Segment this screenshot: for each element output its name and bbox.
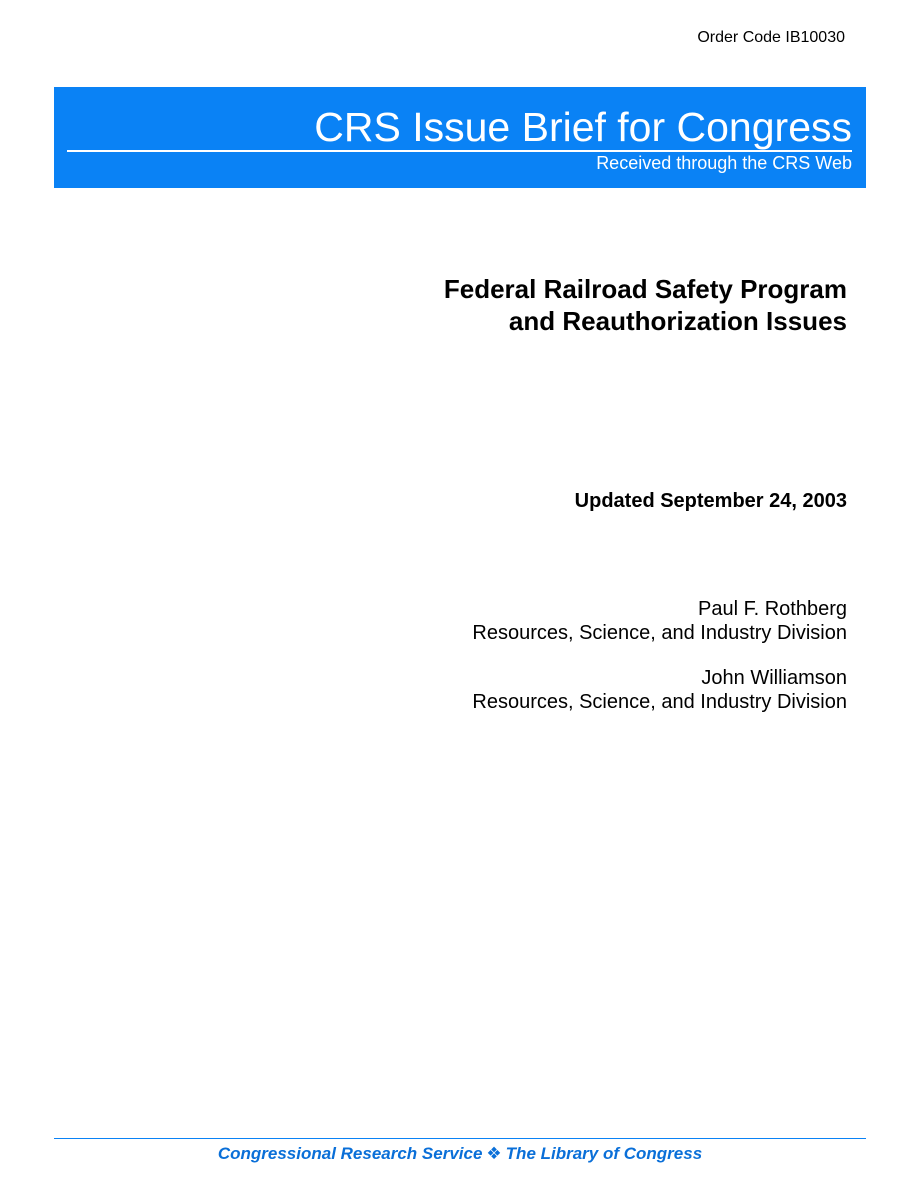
author-division: Resources, Science, and Industry Division (472, 622, 847, 644)
author-division: Resources, Science, and Industry Division (472, 691, 847, 713)
author-name: John Williamson (701, 667, 847, 689)
banner-title: CRS Issue Brief for Congress (314, 104, 852, 150)
author-name: Paul F. Rothberg (698, 598, 847, 620)
footer-loc: The Library of Congress (505, 1144, 703, 1163)
author-block (472, 597, 847, 645)
banner-subtitle: Received through the CRS Web (596, 153, 852, 173)
document-title-line-1: Federal Railroad Safety Program (443, 274, 847, 304)
document-title (444, 273, 847, 337)
document-title-line-2: and Reauthorization Issues (508, 306, 847, 336)
updated-date: Updated September 24, 2003 (574, 490, 847, 512)
footer-divider (54, 1138, 866, 1139)
author-list (472, 597, 847, 735)
order-code: Order Code IB10030 (697, 29, 845, 46)
crs-banner (54, 87, 866, 188)
author-block (472, 666, 847, 714)
footer-crs: Congressional Research Service (217, 1144, 483, 1163)
footer-separator-icon: ❖ (486, 1144, 502, 1163)
footer (54, 1143, 866, 1165)
